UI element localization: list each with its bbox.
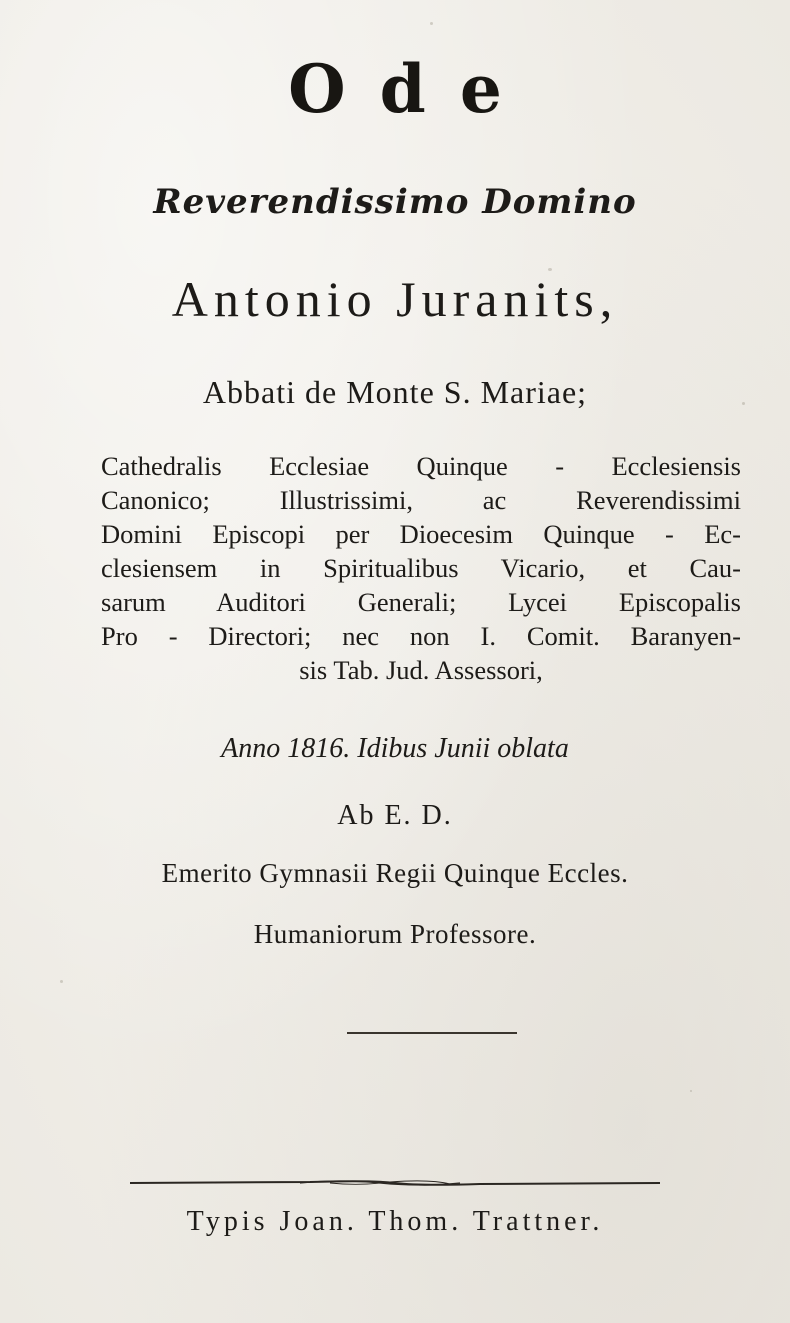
dedication-line: Reverendissimo Domino	[153, 182, 637, 222]
description-line: sis Tab. Jud. Assessori,	[299, 655, 543, 685]
description-line: clesiensem in Spiritualibus Vicario, et Cau-	[101, 553, 741, 583]
paper-speck	[60, 980, 63, 983]
description-line: Pro - Directori; nec non I. Comit. Baranyen-	[101, 621, 741, 651]
date-line: Anno 1816. Idibus Junii oblata	[221, 733, 569, 764]
description-line: Canonico; Illustrissimi, ac Reverendissimi	[101, 485, 741, 515]
paper-speck	[690, 1090, 692, 1092]
ode-title: Ode	[288, 50, 536, 128]
description-line: Cathedralis Ecclesiae Quinque - Ecclesiensis	[101, 451, 741, 481]
paper-speck	[430, 22, 433, 25]
description-line: Domini Episcopi per Dioecesim Quinque - Ec-	[101, 519, 741, 549]
printer-imprint: Typis Joan. Thom. Trattner.	[186, 1206, 604, 1237]
description-line: sarum Auditori Generali; Lycei Episcopalis	[101, 587, 741, 617]
dedicatee-name: Antonio Juranits,	[171, 271, 619, 327]
abbot-line: Abbati de Monte S. Mariae;	[202, 374, 588, 410]
author-professorship: Humaniorum Professore.	[253, 919, 537, 949]
ornamental-divider	[130, 1179, 660, 1187]
dedicatee-description	[101, 449, 741, 687]
author-initials: Ab E. D.	[337, 800, 453, 831]
author-position: Emerito Gymnasii Regii Quinque Eccles.	[161, 858, 629, 888]
short-divider	[347, 1032, 517, 1034]
